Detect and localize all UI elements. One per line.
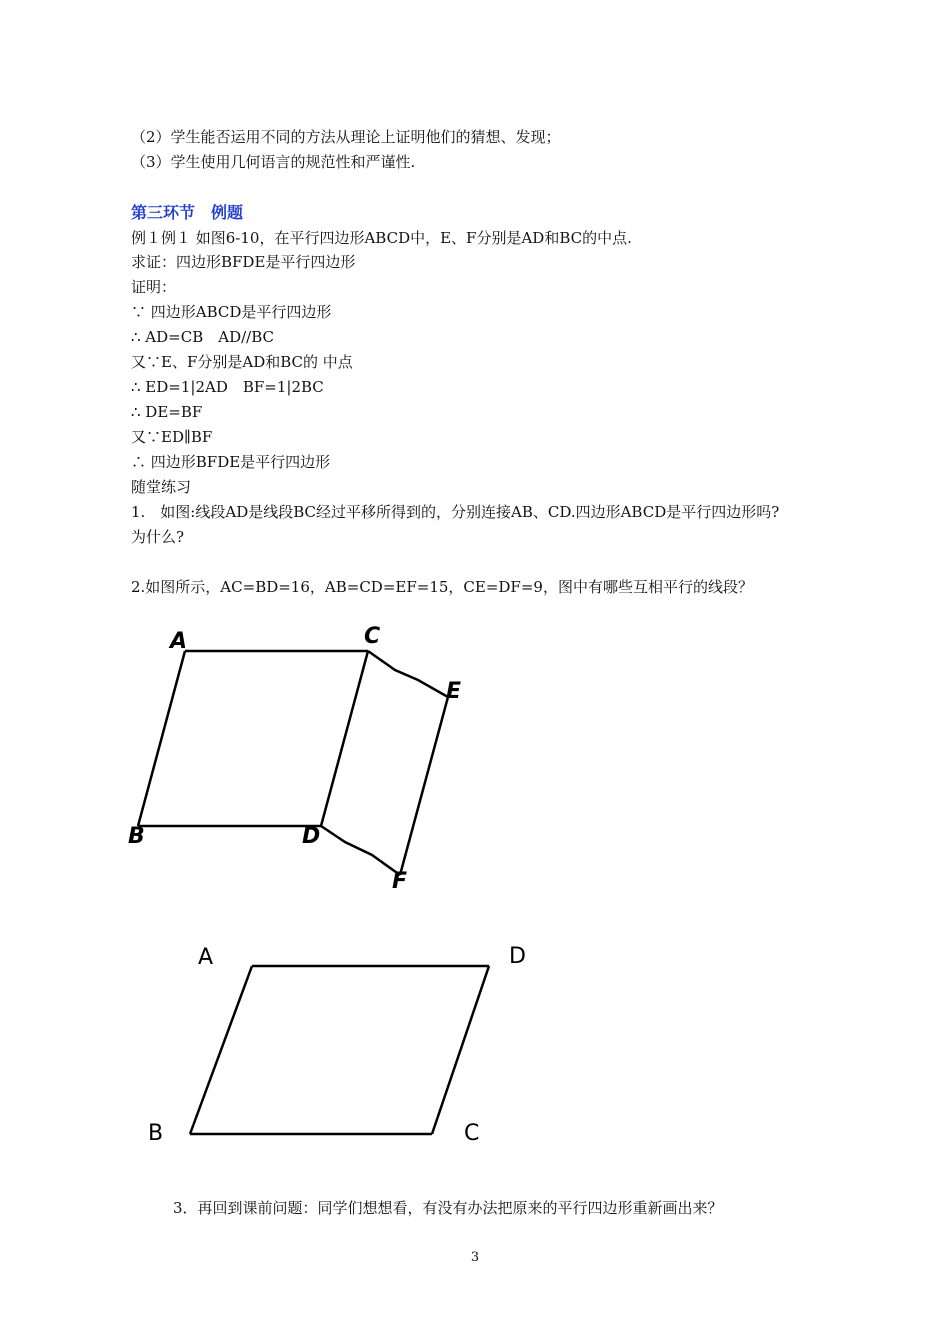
proof-step: ∴ ED=1|2AD BF=1|2BC: [131, 378, 324, 396]
label-E: E: [446, 679, 462, 704]
figure1-lines: [138, 651, 448, 875]
example-prove: 求证：四边形BFDE是平行四边形: [131, 253, 356, 271]
objective-2: （2）学生能否运用不同的方法从理论上证明他们的猜想、发现；: [131, 128, 561, 146]
segment-DC: [432, 966, 489, 1134]
label-B: B: [148, 1121, 164, 1146]
segment-AB: [190, 966, 252, 1134]
segment-DF: [321, 826, 400, 875]
practice-heading: 随堂练习: [131, 478, 192, 496]
objective-3: （3）学生使用几何语言的规范性和严谨性.: [131, 153, 416, 171]
proof-step: ∴ AD=CB AD//BC: [131, 328, 274, 346]
label-B: B: [128, 824, 145, 849]
example-statement: 例１例１ 如图6-10，在平行四边形ABCD中，E、F分别是AD和BC的中点.: [131, 229, 632, 247]
label-D: D: [302, 824, 321, 849]
proof-label: 证明：: [131, 278, 177, 296]
label-D: D: [509, 944, 526, 969]
proof-step: ∴ 四边形BFDE是平行四边形: [131, 453, 331, 471]
question-1: 1. 如图:线段AD是线段BC经过平移所得到的，分别连接AB、CD.四边形ABCD是平行四边形吗?: [131, 503, 780, 521]
proof-step: ∵ 四边形ABCD是平行四边形: [131, 303, 332, 321]
label-A: A: [170, 629, 188, 654]
question-1-cont: 为什么?: [131, 528, 185, 546]
segment-CE: [368, 651, 448, 697]
label-F: F: [392, 869, 408, 894]
segment-CD: [321, 651, 368, 826]
label-C: C: [464, 1121, 480, 1146]
page-number: 3: [470, 1250, 480, 1265]
section-title: 第三环节 例题: [131, 203, 244, 222]
proof-step: 又∵E、F分别是AD和BC的 中点: [131, 353, 353, 371]
proof-step: ∴ DE=BF: [131, 403, 203, 421]
segment-EF: [400, 697, 448, 875]
question-3: 3．再回到课前问题：同学们想想看，有没有办法把原来的平行四边形重新画出来？: [173, 1199, 723, 1217]
question-2: 2.如图所示，AC=BD=16，AB=CD=EF=15，CE=DF=9，图中有哪些互相平行的线段？: [131, 578, 753, 596]
segment-AB: [138, 651, 185, 826]
figure2-lines: [190, 966, 489, 1134]
proof-step: 又∵ED∥BF: [131, 428, 213, 446]
label-C: C: [364, 624, 381, 649]
label-A: A: [198, 945, 214, 970]
